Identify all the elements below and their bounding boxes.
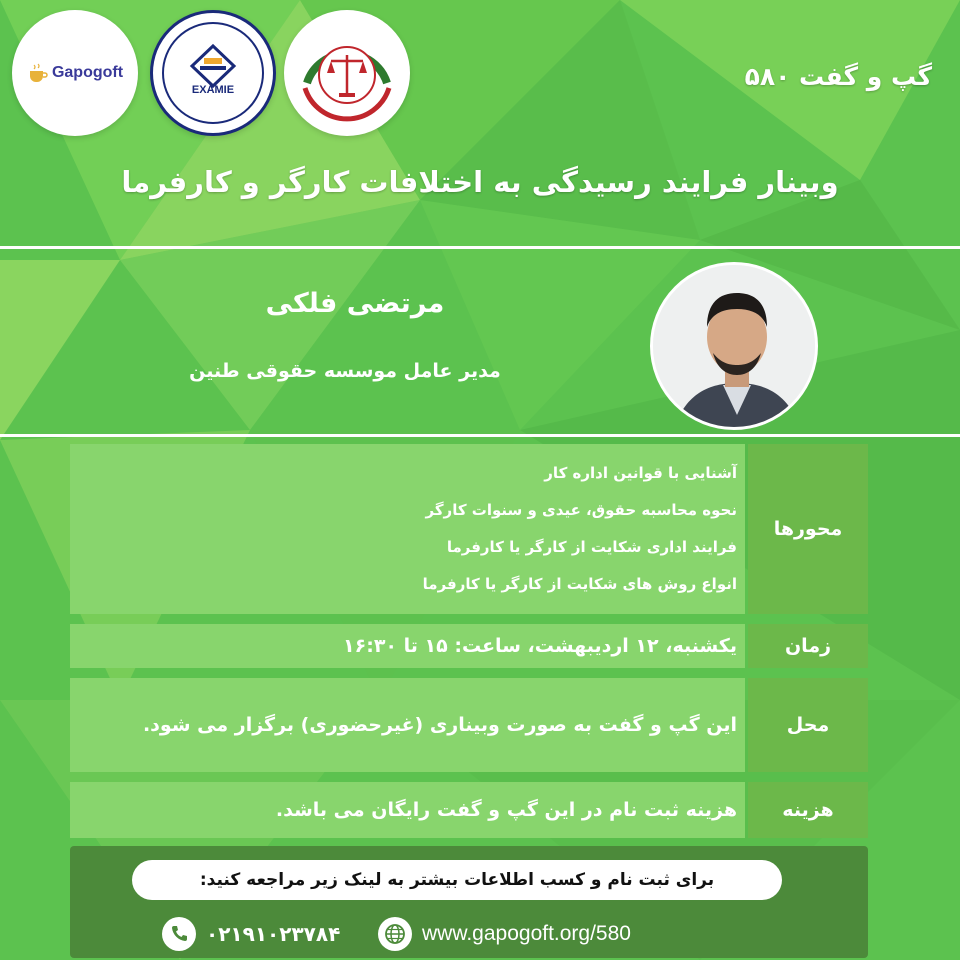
location-row: [70, 678, 868, 772]
series-title: گپ و گفت ۵۸۰: [744, 62, 932, 91]
examie-logo-text: EXAMIE: [191, 84, 235, 96]
topics-row: [70, 444, 868, 614]
fee-row: [70, 782, 868, 838]
footer-panel: [70, 846, 868, 958]
time-value: یکشنبه، ۱۲ اردیبهشت، ساعت: ۱۵ تا ۱۶:۳۰: [70, 624, 745, 668]
topics-label: محورها: [748, 444, 868, 614]
topic-item: نحوه محاسبه حقوق، عیدی و سنوات کارگر: [425, 501, 737, 519]
scales-icon: [287, 13, 407, 133]
globe-icon: [378, 917, 412, 951]
topic-item: انواع روش های شکایت از کارگر یا کارفرما: [422, 575, 737, 593]
location-value: این گپ و گفت به صورت وبیناری (غیرحضوری) برگزار می شود.: [70, 678, 745, 772]
website-url: www.gapogoft.org/580: [422, 922, 631, 945]
examie-logo: [150, 10, 276, 136]
speaker-role: مدیر عامل موسسه حقوقی طنین: [189, 360, 501, 382]
phone-number: ۰۲۱۹۱۰۲۳۷۸۴: [206, 922, 341, 946]
gapogoft-logo-text: Gapogoft: [51, 64, 124, 81]
webinar-title: وبینار فرایند رسیدگی به اختلافات کارگر و کارفرما: [121, 165, 839, 199]
website-link[interactable]: [378, 916, 631, 952]
registration-cta: برای ثبت نام و کسب اطلاعات بیشتر به لینک زیر مراجعه کنید:: [132, 860, 782, 900]
fee-value: هزینه ثبت نام در این گپ و گفت رایگان می باشد.: [70, 782, 745, 838]
speaker-photo: [650, 262, 818, 430]
topic-item: فرایند اداری شکایت از کارگر یا کارفرما: [446, 538, 737, 556]
examie-emblem: [150, 10, 276, 136]
time-label: زمان: [748, 624, 868, 668]
location-label: محل: [748, 678, 868, 772]
phone-icon: [162, 917, 196, 951]
time-row: [70, 624, 868, 668]
adalat-logo: [284, 10, 410, 136]
topics-list: [70, 444, 745, 614]
phone-contact[interactable]: [162, 916, 340, 952]
cup-icon: [27, 63, 49, 83]
gapogoft-logo: [12, 10, 138, 136]
topic-item: آشنایی با قوانین اداره کار: [544, 464, 737, 482]
divider-top: [0, 246, 960, 249]
divider-bottom: [0, 434, 960, 437]
speaker-name: مرتضی فلکی: [265, 288, 445, 319]
fee-label: هزینه: [748, 782, 868, 838]
